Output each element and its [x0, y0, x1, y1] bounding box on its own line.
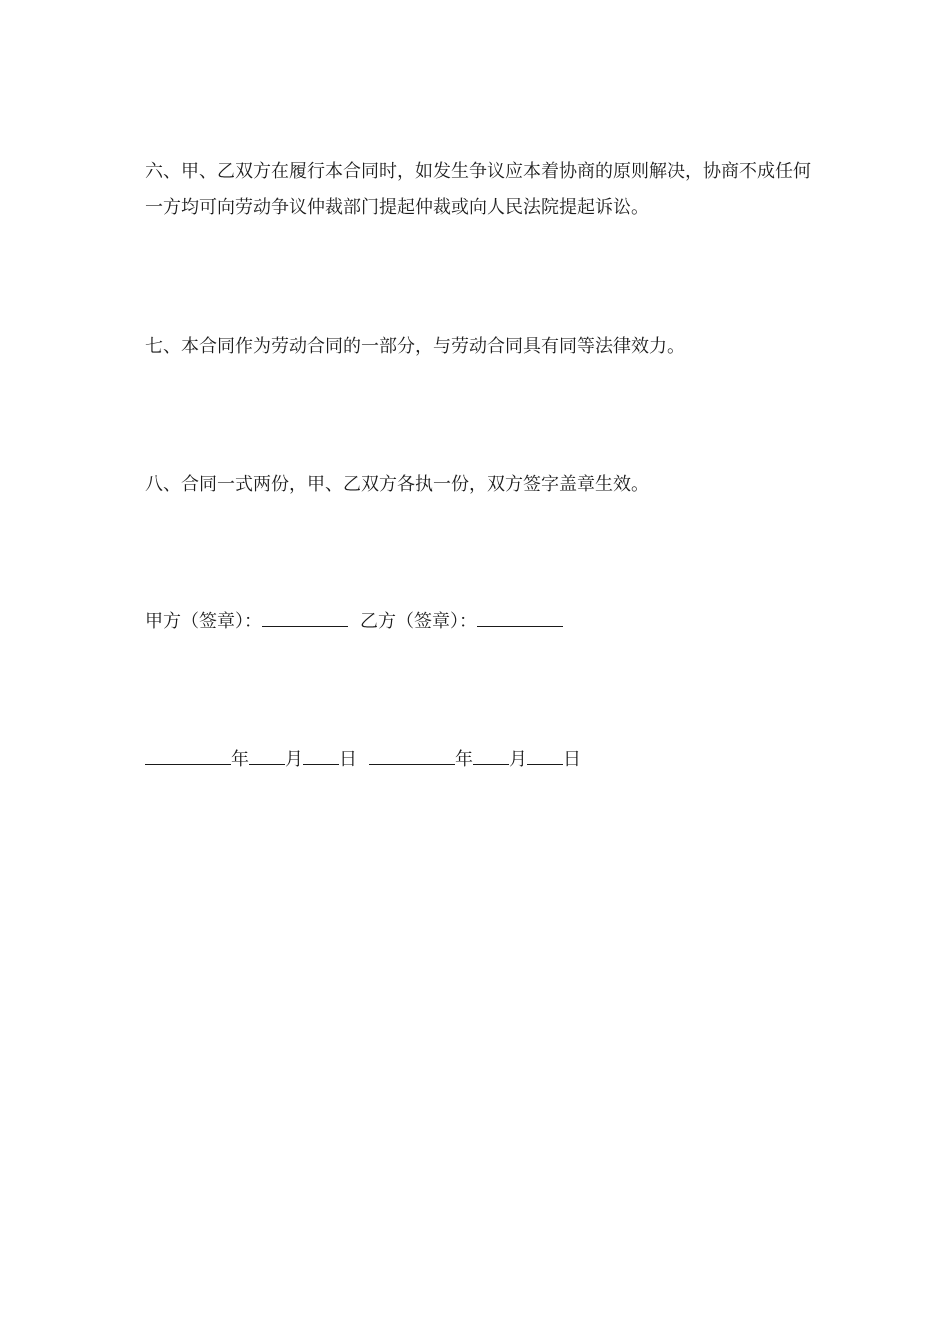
clause-six: 六、甲、乙双方在履行本合同时，如发生争议应本着协商的原则解决，协商不成任何一方均可向劳动争议仲裁部门提起仲裁或向人民法院提起诉讼。	[145, 161, 811, 218]
party-b-day-blank[interactable]	[527, 742, 563, 765]
clause-seven: 七、本合同作为劳动合同的一部分，与劳动合同具有同等法律效力。	[145, 336, 685, 357]
month-label: 月	[509, 749, 527, 770]
day-label: 日	[339, 749, 357, 770]
party-a-day-blank[interactable]	[303, 742, 339, 765]
day-label: 日	[563, 749, 581, 770]
year-label: 年	[231, 749, 249, 770]
party-b-signature-blank[interactable]	[477, 604, 563, 627]
party-a-label: 甲方（签章）：	[145, 611, 262, 632]
date-line	[145, 742, 581, 778]
party-a-year-blank[interactable]	[145, 742, 231, 765]
party-b-year-blank[interactable]	[369, 742, 455, 765]
clause-eight: 八、合同一式两份，甲、乙双方各执一份，双方签字盖章生效。	[145, 474, 649, 495]
year-label: 年	[455, 749, 473, 770]
signature-line	[145, 604, 563, 640]
party-b-label: 乙方（签章）：	[360, 611, 477, 632]
month-label: 月	[285, 749, 303, 770]
party-a-signature-blank[interactable]	[262, 604, 348, 627]
party-b-month-blank[interactable]	[473, 742, 509, 765]
party-a-month-blank[interactable]	[249, 742, 285, 765]
